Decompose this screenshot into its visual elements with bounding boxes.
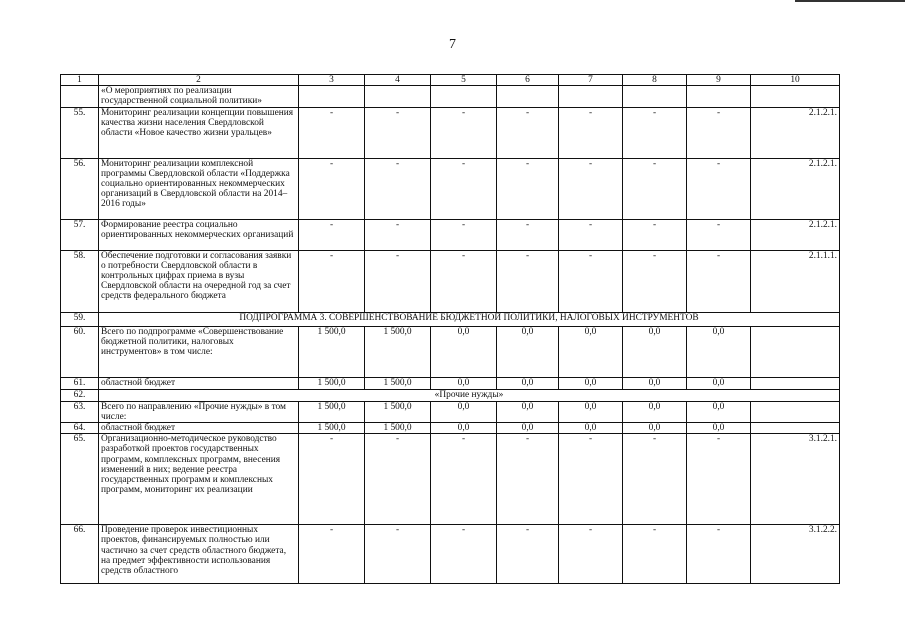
value-cell: 1 500,0: [365, 377, 431, 389]
value-cell: -: [687, 250, 751, 312]
target-ref: [751, 86, 840, 107]
target-ref: [751, 423, 840, 434]
row-description: областной бюджет: [99, 377, 299, 389]
table-row: [61, 250, 840, 312]
value-cell: -: [365, 219, 431, 250]
value-cell: -: [687, 107, 751, 158]
value-cell: 1 500,0: [299, 377, 365, 389]
value-cell: 0,0: [623, 377, 687, 389]
value-cell: -: [431, 525, 497, 584]
column-header: 1: [61, 75, 99, 86]
row-number: 57.: [61, 219, 99, 250]
value-cell: 1 500,0: [299, 326, 365, 377]
value-cell: -: [687, 219, 751, 250]
table-row: [61, 158, 840, 219]
column-header: 8: [623, 75, 687, 86]
value-cell: -: [559, 158, 623, 219]
value-cell: 1 500,0: [365, 401, 431, 422]
value-cell: -: [299, 107, 365, 158]
row-number: 62.: [61, 389, 99, 401]
value-cell: -: [365, 250, 431, 312]
value-cell: -: [497, 525, 559, 584]
section-title: «Прочие нужды»: [99, 389, 840, 401]
value-cell: 0,0: [431, 326, 497, 377]
value-cell: -: [431, 158, 497, 219]
value-cell: [431, 86, 497, 107]
value-cell: 0,0: [687, 377, 751, 389]
value-cell: 0,0: [559, 326, 623, 377]
column-header: 3: [299, 75, 365, 86]
value-cell: 0,0: [687, 423, 751, 434]
value-cell: [687, 86, 751, 107]
value-cell: 0,0: [431, 423, 497, 434]
row-description: Организационно-методическое руководство разработкой проектов государственных программ, комплексных программ, внесения изменений в них; ведение реестра государственных программ и комплексных программ, мониторинг их реализации: [99, 434, 299, 525]
row-number: 56.: [61, 158, 99, 219]
row-description: «О мероприятиях по реализации государственной социальной политики»: [99, 86, 299, 107]
table-row: [61, 326, 840, 377]
column-header: 5: [431, 75, 497, 86]
row-number: 59.: [61, 312, 99, 326]
value-cell: -: [497, 219, 559, 250]
target-ref: [751, 377, 840, 389]
value-cell: 0,0: [623, 401, 687, 422]
value-cell: 0,0: [623, 326, 687, 377]
table-row: [61, 423, 840, 434]
value-cell: 0,0: [559, 377, 623, 389]
column-header: 7: [559, 75, 623, 86]
value-cell: -: [299, 250, 365, 312]
value-cell: -: [299, 219, 365, 250]
value-cell: -: [365, 107, 431, 158]
row-number: 61.: [61, 377, 99, 389]
column-header: 2: [99, 75, 299, 86]
row-number: 55.: [61, 107, 99, 158]
page-number: 7: [449, 37, 456, 52]
value-cell: -: [559, 219, 623, 250]
target-ref: 2.1.2.1.: [751, 219, 840, 250]
value-cell: -: [431, 434, 497, 525]
value-cell: -: [687, 434, 751, 525]
target-ref: 2.1.1.1.: [751, 250, 840, 312]
row-number: 63.: [61, 401, 99, 422]
value-cell: -: [559, 434, 623, 525]
row-number: 60.: [61, 326, 99, 377]
data-table: [60, 74, 840, 584]
value-cell: -: [623, 158, 687, 219]
target-ref: [751, 326, 840, 377]
value-cell: 0,0: [431, 377, 497, 389]
value-cell: [623, 86, 687, 107]
value-cell: -: [299, 158, 365, 219]
column-header: 4: [365, 75, 431, 86]
row-description: Формирование реестра социально ориентированных некоммерческих организаций: [99, 219, 299, 250]
value-cell: -: [623, 250, 687, 312]
row-description: Всего по направлению «Прочие нужды» в том числе:: [99, 401, 299, 422]
value-cell: -: [497, 107, 559, 158]
value-cell: -: [559, 250, 623, 312]
target-ref: 2.1.2.1.: [751, 158, 840, 219]
target-ref: 2.1.2.1.: [751, 107, 840, 158]
value-cell: -: [299, 525, 365, 584]
value-cell: -: [559, 525, 623, 584]
row-number: 65.: [61, 434, 99, 525]
column-header: 9: [687, 75, 751, 86]
value-cell: 1 500,0: [365, 423, 431, 434]
value-cell: -: [497, 250, 559, 312]
value-cell: 0,0: [559, 423, 623, 434]
row-description: Всего по подпрограмме «Совершенствование бюджетной политики, налоговых инструментов» в том числе:: [99, 326, 299, 377]
row-number: 64.: [61, 423, 99, 434]
row-description: областной бюджет: [99, 423, 299, 434]
column-header: 6: [497, 75, 559, 86]
value-cell: [559, 86, 623, 107]
value-cell: -: [687, 525, 751, 584]
value-cell: -: [365, 434, 431, 525]
value-cell: 1 500,0: [299, 401, 365, 422]
value-cell: [299, 86, 365, 107]
row-description: Обеспечение подготовки и согласования заявки о потребности Свердловской области в контрольных цифрах приема в вузы Свердловской области на очередной год за счет средств федерального бюджета: [99, 250, 299, 312]
value-cell: -: [559, 107, 623, 158]
top-rule: [795, 0, 905, 2]
section-title: ПОДПРОГРАММА 3. СОВЕРШЕНСТВОВАНИЕ БЮДЖЕТНОЙ ПОЛИТИКИ, НАЛОГОВЫХ ИНСТРУМЕНТОВ: [99, 312, 840, 326]
value-cell: -: [431, 250, 497, 312]
value-cell: 0,0: [687, 401, 751, 422]
row-number: 66.: [61, 525, 99, 584]
table-row: [61, 219, 840, 250]
value-cell: -: [687, 158, 751, 219]
value-cell: 0,0: [687, 326, 751, 377]
value-cell: -: [431, 219, 497, 250]
value-cell: -: [431, 107, 497, 158]
value-cell: -: [365, 158, 431, 219]
value-cell: [497, 86, 559, 107]
target-ref: [751, 401, 840, 422]
value-cell: -: [623, 219, 687, 250]
value-cell: -: [623, 434, 687, 525]
value-cell: 0,0: [623, 423, 687, 434]
target-ref: 3.1.2.2.: [751, 525, 840, 584]
row-number: 58.: [61, 250, 99, 312]
table-row: [61, 377, 840, 389]
value-cell: -: [623, 525, 687, 584]
table-row: [61, 107, 840, 158]
value-cell: 0,0: [497, 326, 559, 377]
row-description: Мониторинг реализации комплексной программы Свердловской области «Поддержка социально ориентированных некоммерческих организаций в Свердловской области на 2014–2016 годы»: [99, 158, 299, 219]
table-header-row: [61, 75, 840, 86]
column-header: 10: [751, 75, 840, 86]
value-cell: 0,0: [497, 401, 559, 422]
row-description: Проведение проверок инвестиционных проектов, финансируемых полностью или частично за счет средств областного бюджета, на предмет эффективности использования средств областного: [99, 525, 299, 584]
value-cell: -: [497, 434, 559, 525]
table-row: [61, 86, 840, 107]
row-description: Мониторинг реализации концепции повышения качества жизни населения Свердловской области «Новое качество жизни уральцев»: [99, 107, 299, 158]
target-ref: 3.1.2.1.: [751, 434, 840, 525]
table-row: [61, 434, 840, 525]
value-cell: -: [365, 525, 431, 584]
value-cell: 0,0: [431, 401, 497, 422]
value-cell: 1 500,0: [365, 326, 431, 377]
value-cell: 0,0: [497, 377, 559, 389]
value-cell: 1 500,0: [299, 423, 365, 434]
section-row: [61, 389, 840, 401]
table-row: [61, 525, 840, 584]
value-cell: 0,0: [559, 401, 623, 422]
row-number: [61, 86, 99, 107]
table-body: [61, 75, 840, 584]
value-cell: [365, 86, 431, 107]
value-cell: -: [623, 107, 687, 158]
value-cell: -: [497, 158, 559, 219]
section-row: [61, 312, 840, 326]
table-row: [61, 401, 840, 422]
value-cell: -: [299, 434, 365, 525]
value-cell: 0,0: [497, 423, 559, 434]
